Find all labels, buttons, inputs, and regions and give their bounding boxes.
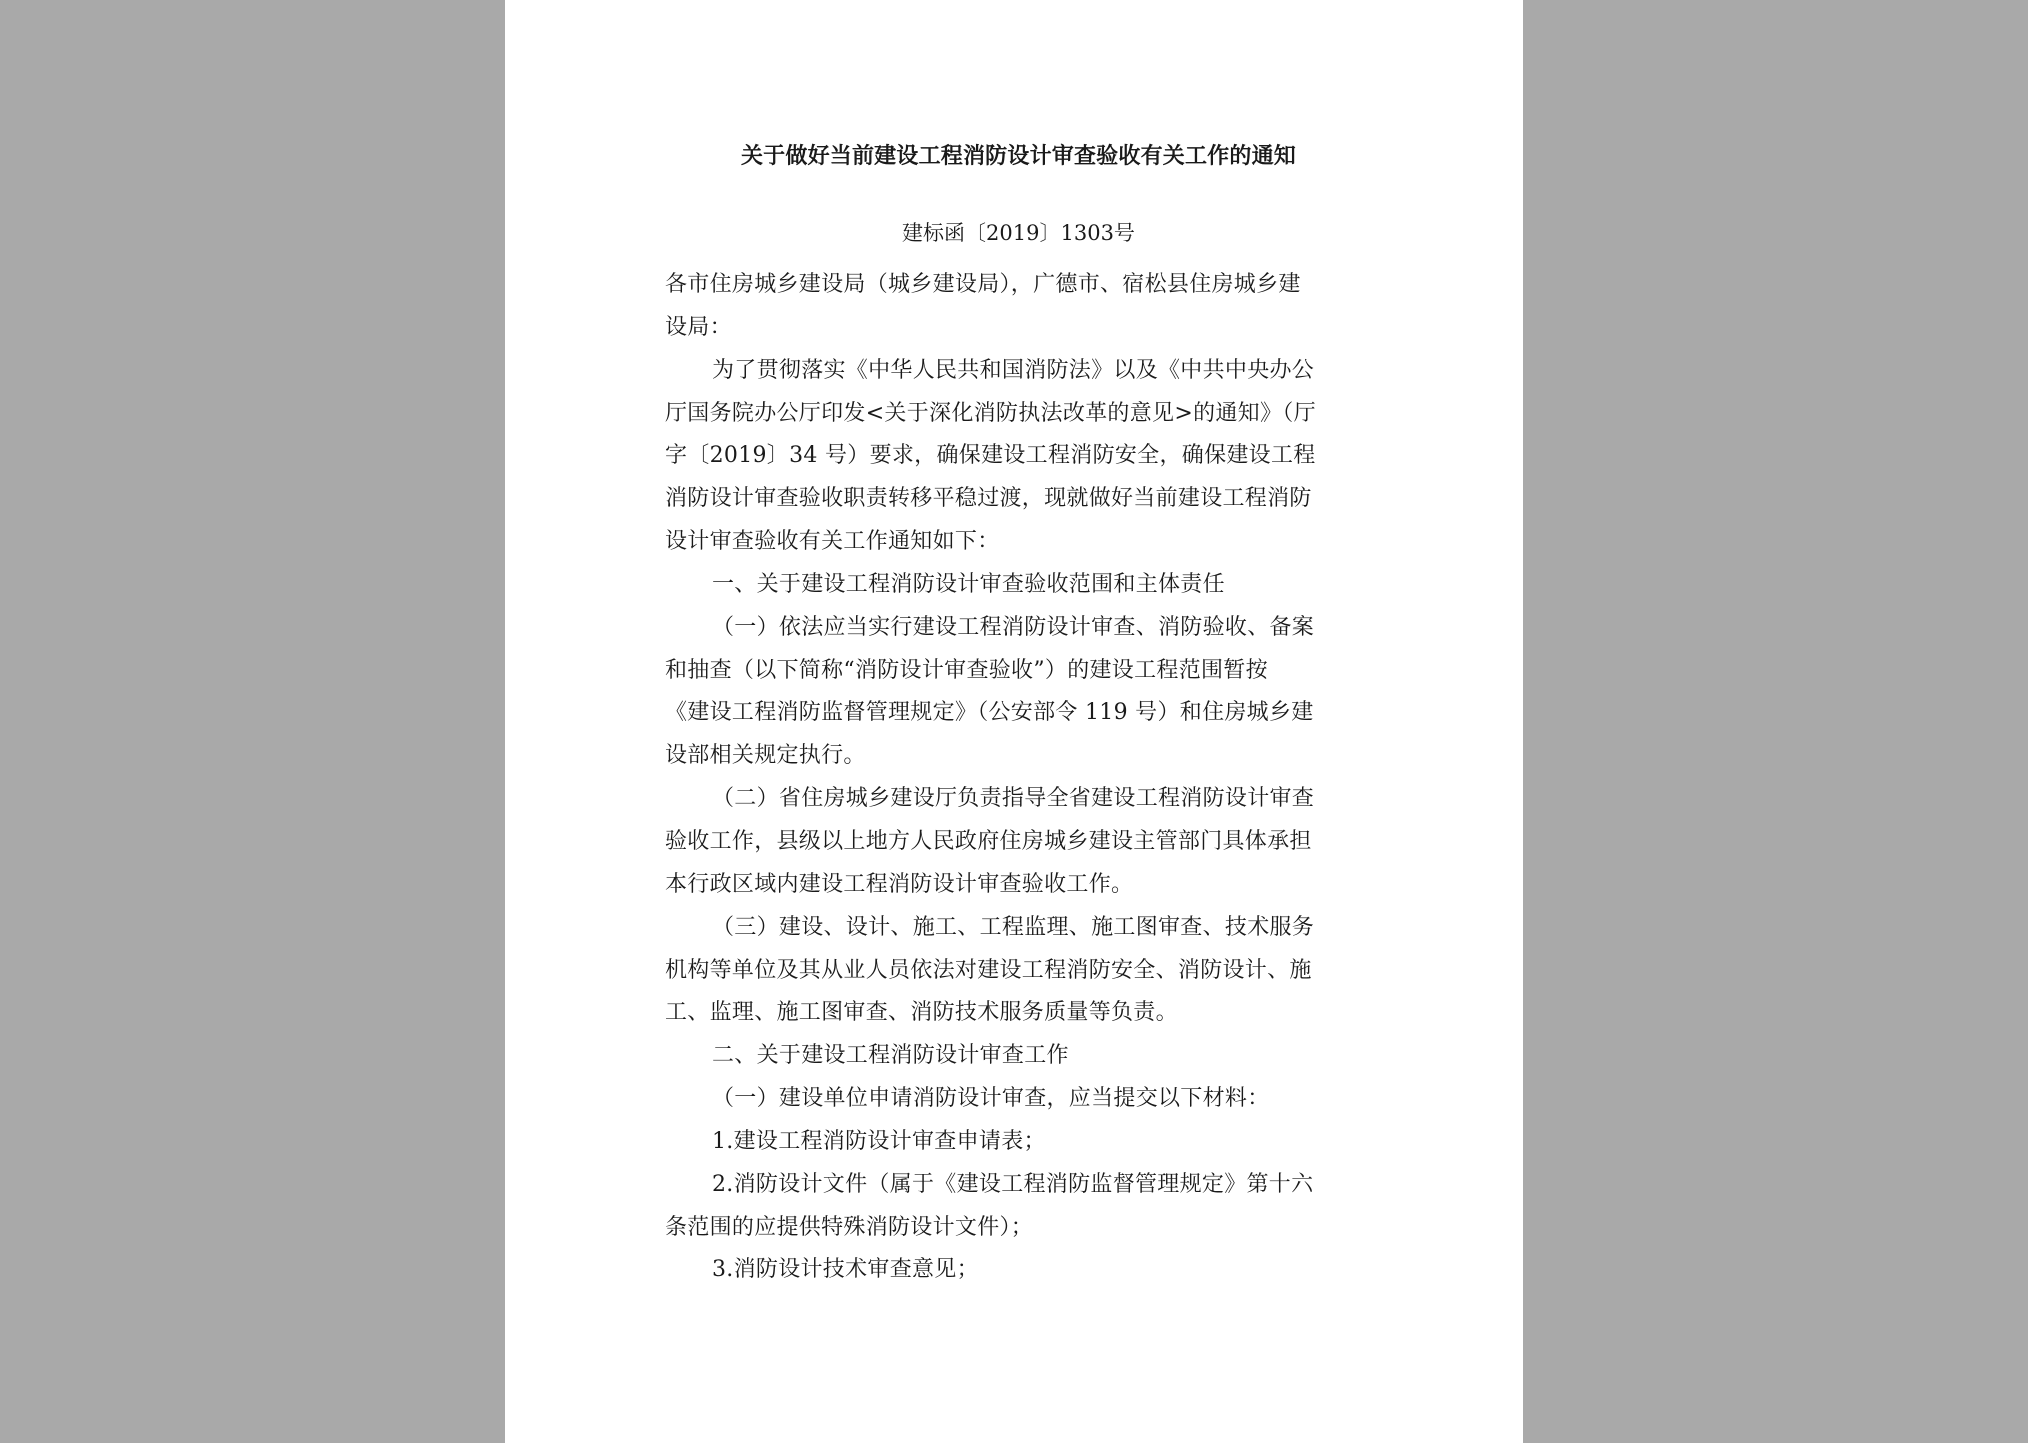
document-number: 建标函〔2019〕1303号 <box>902 221 1135 245</box>
text-line: 条范围的应提供特殊消防设计文件）； <box>665 1214 1034 1240</box>
text-line: 和抽查（以下简称“消防设计审查验收”）的建设工程范围暂按 <box>665 657 1268 683</box>
text-line: 一、关于建设工程消防设计审查验收范围和主体责任 <box>712 571 1225 597</box>
text-line: 设计审查验收有关工作通知如下： <box>665 529 1000 555</box>
text-line: 工、监理、施工图审查、消防技术服务质量等负责。 <box>665 1000 1178 1026</box>
text-line: 本行政区域内建设工程消防设计审查验收工作。 <box>665 871 1134 897</box>
document-title: 关于做好当前建设工程消防设计审查验收有关工作的通知 <box>740 143 1296 169</box>
text-line: 设局： <box>665 314 732 340</box>
text-line: 机构等单位及其从业人员依法对建设工程消防安全、消防设计、施 <box>665 957 1312 983</box>
text-line: 消防设计审查验收职责转移平稳过渡，现就做好当前建设工程消防 <box>665 486 1312 512</box>
text-line: （一）建设单位申请消防设计审查，应当提交以下材料： <box>712 1086 1270 1112</box>
text-line: 《建设工程消防监督管理规定》（公安部令 119 号）和住房城乡建 <box>665 700 1314 726</box>
document-body <box>665 268 1372 1296</box>
text-line: 2.消防设计文件（属于《建设工程消防监督管理规定》第十六 <box>712 1171 1314 1197</box>
text-line: 字〔2019〕34 号）要求，确保建设工程消防安全，确保建设工程 <box>665 443 1316 469</box>
text-line: 厅国务院办公厅印发<关于深化消防执法改革的意见>的通知》（厅 <box>665 400 1316 426</box>
text-line: 为了贯彻落实《中华人民共和国消防法》以及《中共中央办公 <box>712 357 1315 383</box>
text-line: （三）建设、设计、施工、工程监理、施工图审查、技术服务 <box>712 914 1315 940</box>
text-line: 3.消防设计技术审查意见； <box>712 1257 979 1283</box>
text-line: 1.建设工程消防设计审查申请表； <box>712 1128 1046 1154</box>
document-page <box>505 0 1523 1443</box>
text-line: 验收工作，县级以上地方人民政府住房城乡建设主管部门具体承担 <box>665 828 1312 854</box>
text-line: （一）依法应当实行建设工程消防设计审查、消防验收、备案 <box>712 614 1315 640</box>
text-line: 设部相关规定执行。 <box>665 743 866 769</box>
text-line: 二、关于建设工程消防设计审查工作 <box>712 1043 1069 1069</box>
text-line: 各市住房城乡建设局（城乡建设局），广德市、宿松县住房城乡建 <box>665 272 1301 297</box>
text-line: （二）省住房城乡建设厅负责指导全省建设工程消防设计审查 <box>712 786 1315 812</box>
